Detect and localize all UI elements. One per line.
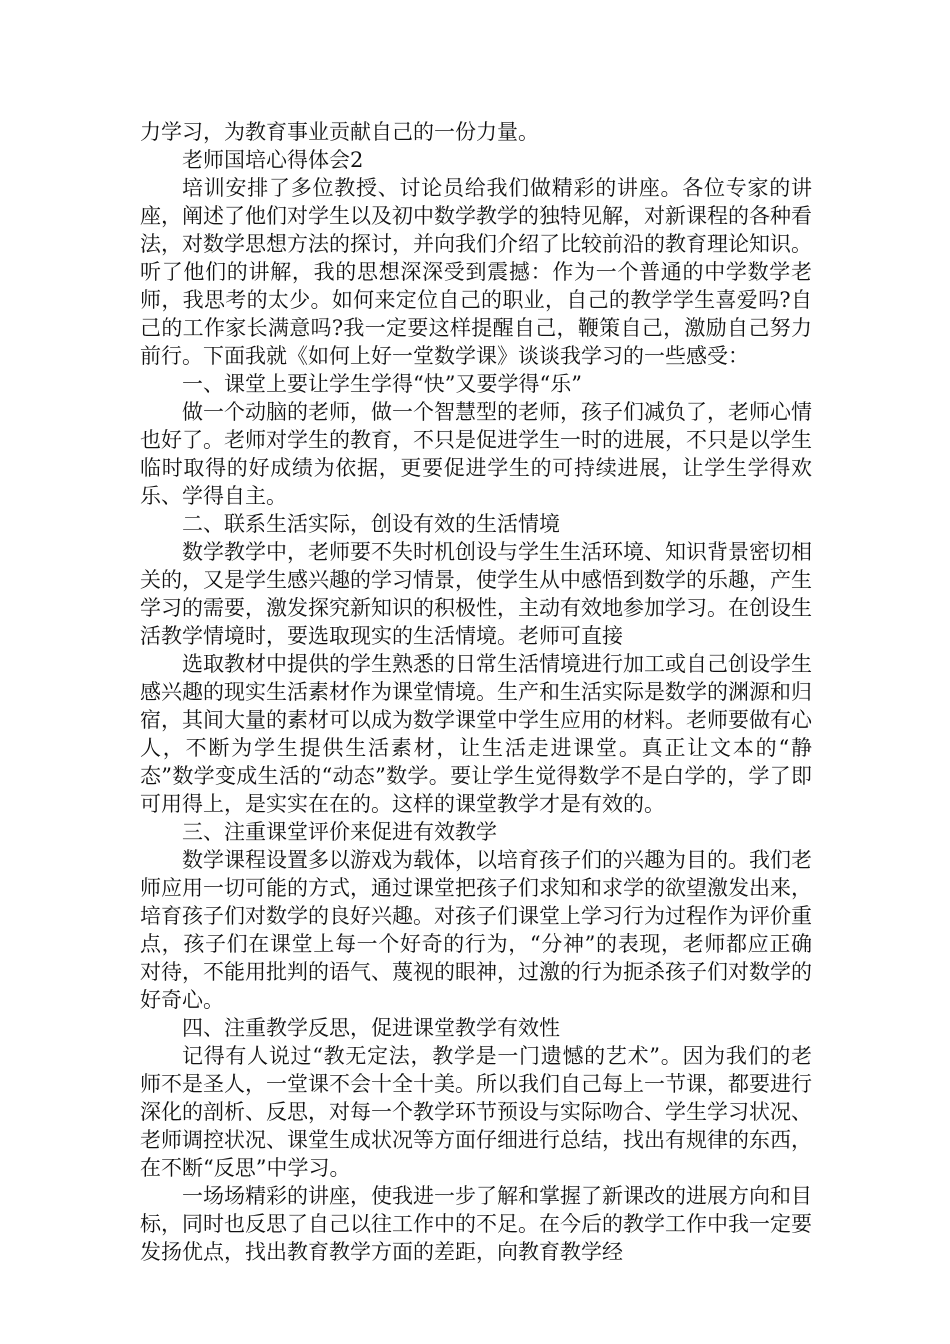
document-page [140,118,812,1266]
paragraph-continuation: 力学习，为教育事业贡献自己的一份力量。 [140,120,539,144]
paragraph: 一场场精彩的讲座，使我进一步了解和掌握了新课改的进展方向和目标，同时也反思了自己以往工作中的不足。在今后的教学工作中我一定要发扬优点，找出教育教学方面的差距，向教育教学经 [140,1184,812,1264]
paragraph: 数学教学中，老师要不失时机创设与学生生活环境、知识背景密切相关的，又是学生感兴趣的学习情景，使学生从中感悟到数学的乐趣，产生学习的需要，激发探究新知识的积极性，主动有效地参加学习。在创设生活教学情境时，要选取现实的生活情境。老师可直接 [140,540,812,648]
section-heading-3: 三、注重课堂评价来促进有效教学 [182,820,497,844]
paragraph: 选取教材中提供的学生熟悉的日常生活情境进行加工或自己创设学生感兴趣的现实生活素材作为课堂情境。生产和生活实际是数学的渊源和归宿，其间大量的素材可以成为数学课堂中学生应用的材料。老师要做有心人，不断为学生提供生活素材，让生活走进课堂。真正让文本的“静态”数学变成生活的“动态”数学。要让学生觉得数学不是白学的，学了即可用得上，是实实在在的。这样的课堂教学才是有效的。 [140,652,812,816]
paragraph: 培训安排了多位教授、讨论员给我们做精彩的讲座。各位专家的讲座，阐述了他们对学生以及初中数学教学的独特见解，对新课程的各种看法，对数学思想方法的探讨，并向我们介绍了比较前沿的教育理论知识。听了他们的讲解，我的思想深深受到震撼：作为一个普通的中学数学老师，我思考的太少。如何来定位自己的职业，自己的教学学生喜爱吗?自己的工作家长满意吗?我一定要这样提醒自己，鞭策自己，激励自己努力前行。下面我就《如何上好一堂数学课》谈谈我学习的一些感受： [140,176,812,368]
paragraph: 数学课程设置多以游戏为载体，以培育孩子们的兴趣为目的。我们老师应用一切可能的方式，通过课堂把孩子们求知和求学的欲望激发出来，培育孩子们对数学的良好兴趣。对孩子们课堂上学习行为过程作为评价重点，孩子们在课堂上每一个好奇的行为，“分神”的表现，老师都应正确对待，不能用批判的语气、蔑视的眼神，过激的行为扼杀孩子们对数学的好奇心。 [140,848,812,1012]
section-heading-2: 二、联系生活实际，创设有效的生活情境 [182,512,560,536]
section-heading-1: 一、课堂上要让学生学得“快”又要学得“乐” [182,372,582,396]
paragraph: 做一个动脑的老师，做一个智慧型的老师，孩子们减负了，老师心情也好了。老师对学生的教育，不只是促进学生一时的进展，不只是以学生临时取得的好成绩为依据，更要促进学生的可持续进展，让学生学得欢乐、学得自主。 [140,400,812,508]
paragraph: 记得有人说过“教无定法，教学是一门遗憾的艺术”。因为我们的老师不是圣人，一堂课不会十全十美。所以我们自己每上一节课，都要进行深化的剖析、反思，对每一个教学环节预设与实际吻合、学生学习状况、老师调控状况、课堂生成状况等方面仔细进行总结，找出有规律的东西，在不断“反思”中学习。 [140,1044,812,1180]
section-heading-4: 四、注重教学反思，促进课堂教学有效性 [182,1016,560,1040]
article-title: 老师国培心得体会2 [182,148,364,172]
